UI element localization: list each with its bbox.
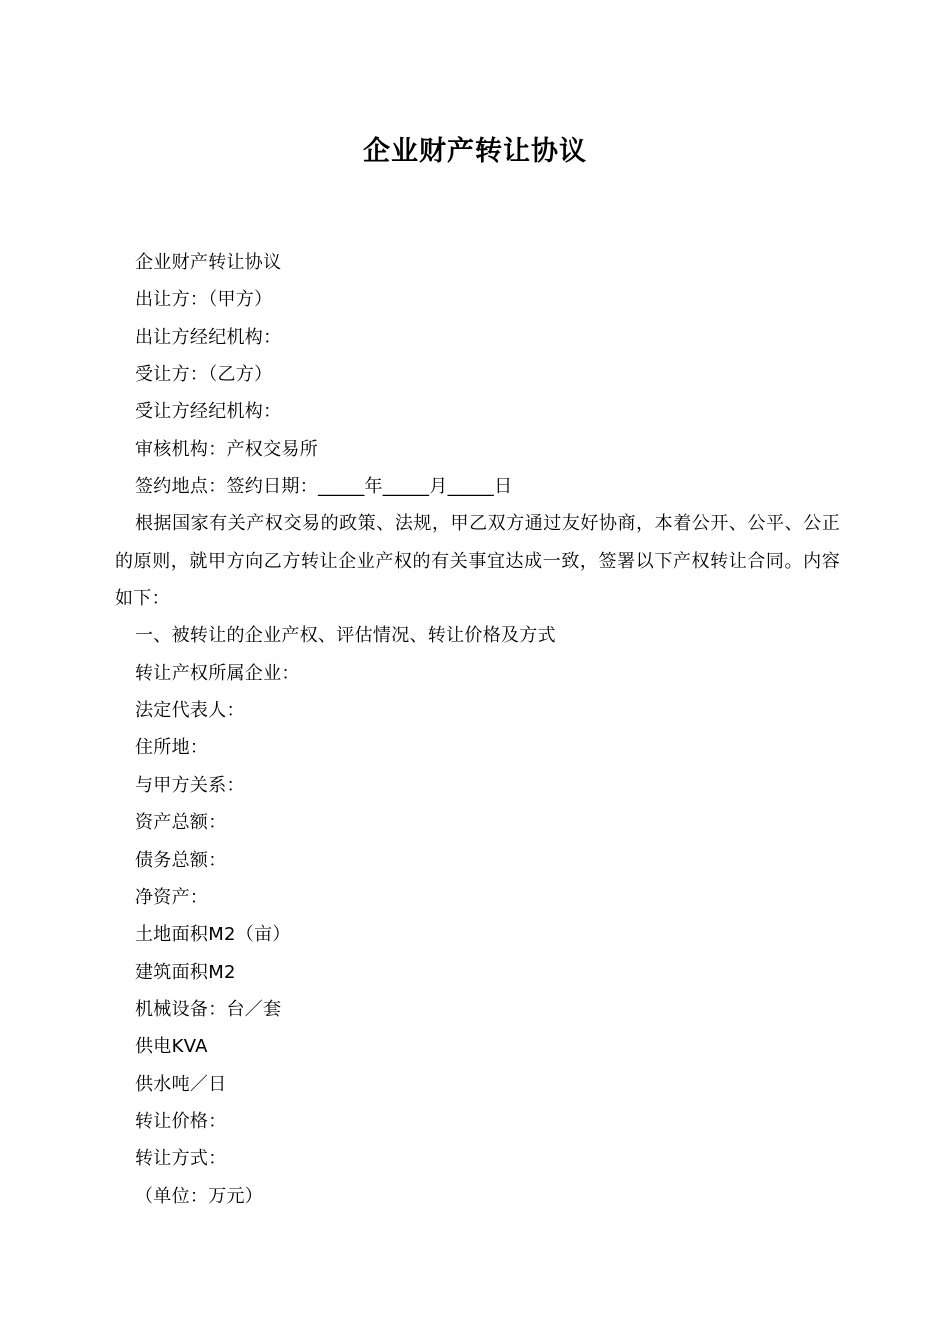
body-line-signing-place-date: 签约地点：签约日期：_____年_____月_____日 — [135, 476, 513, 498]
body-line-land-area: 土地面积M2（亩） — [135, 924, 291, 946]
body-line-unit: （单位：万元） — [135, 1185, 264, 1207]
body-line-enterprise: 转让产权所属企业： — [135, 662, 300, 684]
body-line-domicile: 住所地： — [135, 737, 209, 759]
body-line-transferor-agency: 出让方经纪机构： — [135, 326, 282, 348]
body-line-review-agency: 审核机构：产权交易所 — [135, 438, 318, 460]
body-line-transferee-agency: 受让方经纪机构： — [135, 401, 282, 423]
body-line-power: 供电KVA — [135, 1036, 208, 1058]
body-line-heading: 企业财产转让协议 — [135, 252, 282, 273]
body-line-total-debt: 债务总额： — [135, 849, 227, 871]
body-line-building-area: 建筑面积M2 — [135, 961, 236, 983]
body-line-net-assets: 净资产： — [135, 886, 209, 908]
body-line-total-assets: 资产总额： — [135, 812, 227, 834]
body-line-section-one: 一、被转让的企业产权、评估情况、转让价格及方式 — [135, 625, 556, 647]
body-line-transferee: 受让方：（乙方） — [135, 364, 273, 386]
body-line-relation: 与甲方关系： — [135, 774, 245, 796]
body-line-water: 供水吨／日 — [135, 1073, 227, 1095]
body-line-machinery: 机械设备：台／套 — [135, 998, 282, 1020]
body-line-legal-rep: 法定代表人： — [135, 700, 245, 722]
body-line-transferor: 出让方：（甲方） — [135, 289, 273, 311]
document-title: 企业财产转让协议 — [363, 136, 587, 167]
body-line-method: 转让方式： — [135, 1148, 227, 1170]
document-body — [115, 244, 840, 1215]
body-paragraph-preamble: 根据国家有关产权交易的政策、法规，甲乙双方通过友好协商，本着公开、公平、公正的原则，就甲方向乙方转让企业产权的有关事宜达成一致，签署以下产权转让合同。内容如下： — [115, 513, 840, 610]
body-line-price: 转让价格： — [135, 1110, 227, 1132]
